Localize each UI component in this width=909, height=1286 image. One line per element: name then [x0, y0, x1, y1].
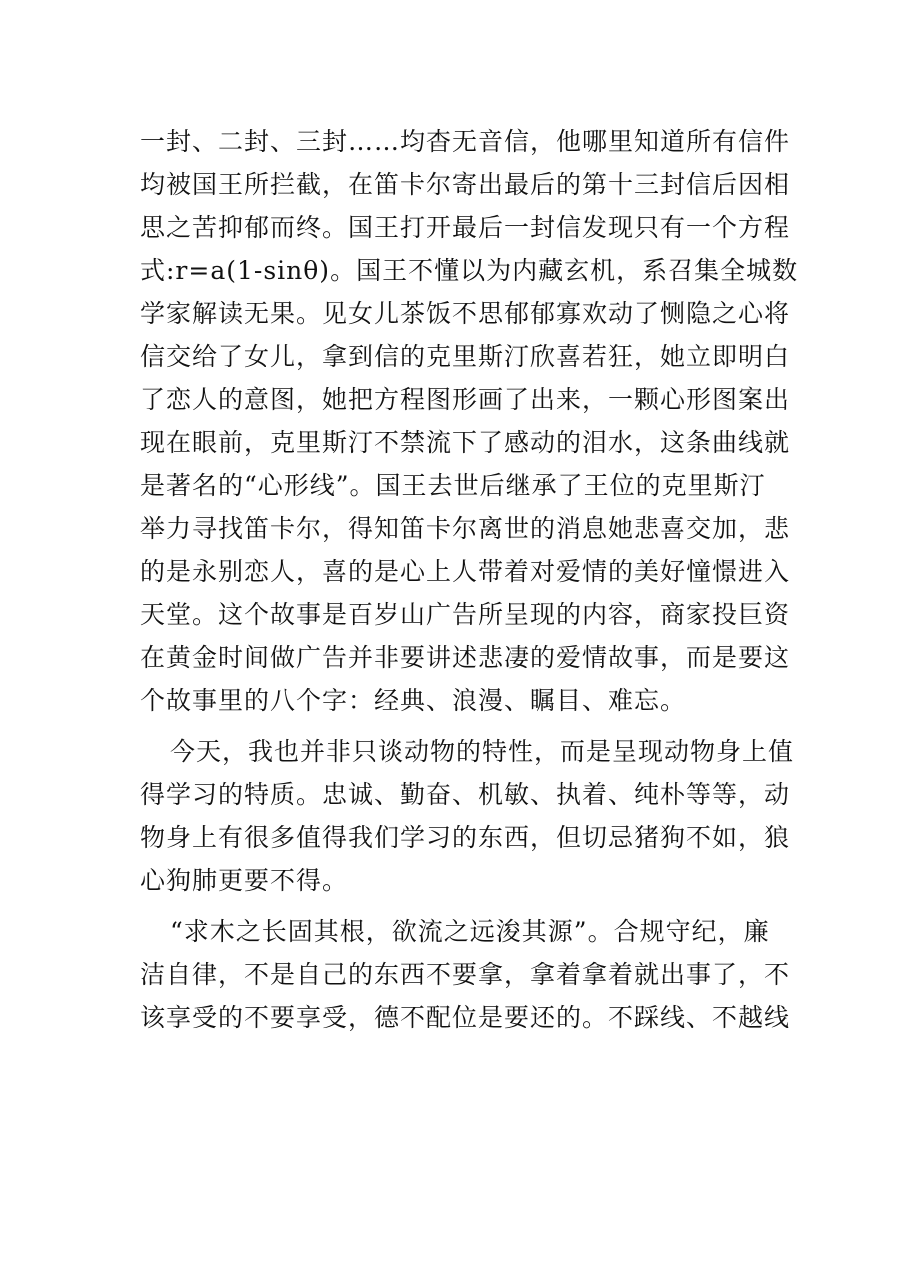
paragraph [140, 910, 791, 1039]
text-line: 物身上有很多值得我们学习的东西，但切忌猪狗不如，狼 [140, 823, 791, 852]
text-line: 了恋人的意图，她把方程图形画了出来，一颗心形图案出 [140, 385, 791, 414]
text-line: “求木之长固其根，欲流之远浚其源”。合规守纪，廉 [170, 917, 770, 946]
text-line: 洁自律，不是自己的东西不要拿，拿着拿着就出事了，不 [140, 960, 791, 989]
paragraph [140, 730, 795, 902]
text-line: 在黄金时间做广告并非要讲述悲凄的爱情故事，而是要这 [140, 643, 791, 672]
text-line: 心狗肺更要不得。 [140, 866, 349, 895]
text-line: 一封、二封、三封……均杳无音信，他哪里知道所有信件 [140, 127, 791, 156]
text-line: 今天，我也并非只谈动物的特性，而是呈现动物身上值 [170, 737, 795, 766]
text-line: 思之苦抑郁而终。国王打开最后一封信发现只有一个方程 [140, 213, 791, 242]
paragraph-gap [140, 722, 780, 730]
text-line: 是著名的“心形线”。国王去世后继承了王位的克里斯汀 [140, 471, 766, 500]
text-line: 该享受的不要享受，德不配位是要还的。不踩线、不越线 [140, 1003, 791, 1032]
paragraph [140, 120, 799, 722]
text-line: 举力寻找笛卡尔，得知笛卡尔离世的消息她悲喜交加，悲 [140, 514, 791, 543]
text-line: 均被国王所拦截，在笛卡尔寄出最后的第十三封信后因相 [140, 170, 791, 199]
text-line: 的是永别恋人，喜的是心上人带着对爱情的美好憧憬进入 [140, 557, 791, 586]
text-line: 天堂。这个故事是百岁山广告所呈现的内容，商家投巨资 [140, 600, 791, 629]
text-line: 式:r=a(1-sinθ)。国王不懂以为内藏玄机，系召集全城数 [140, 256, 799, 285]
text-line: 信交给了女儿，拿到信的克里斯汀欣喜若狂，她立即明白 [140, 342, 791, 371]
text-line: 得学习的特质。忠诚、勤奋、机敏、执着、纯朴等等，动 [140, 780, 791, 809]
document-body [140, 120, 799, 1039]
text-line: 个故事里的八个字：经典、浪漫、瞩目、难忘。 [140, 686, 687, 715]
paragraph-gap [140, 902, 780, 910]
text-line: 现在眼前，克里斯汀不禁流下了感动的泪水，这条曲线就 [140, 428, 791, 457]
text-line: 学家解读无果。见女儿茶饭不思郁郁寡欢动了恻隐之心将 [140, 299, 791, 328]
